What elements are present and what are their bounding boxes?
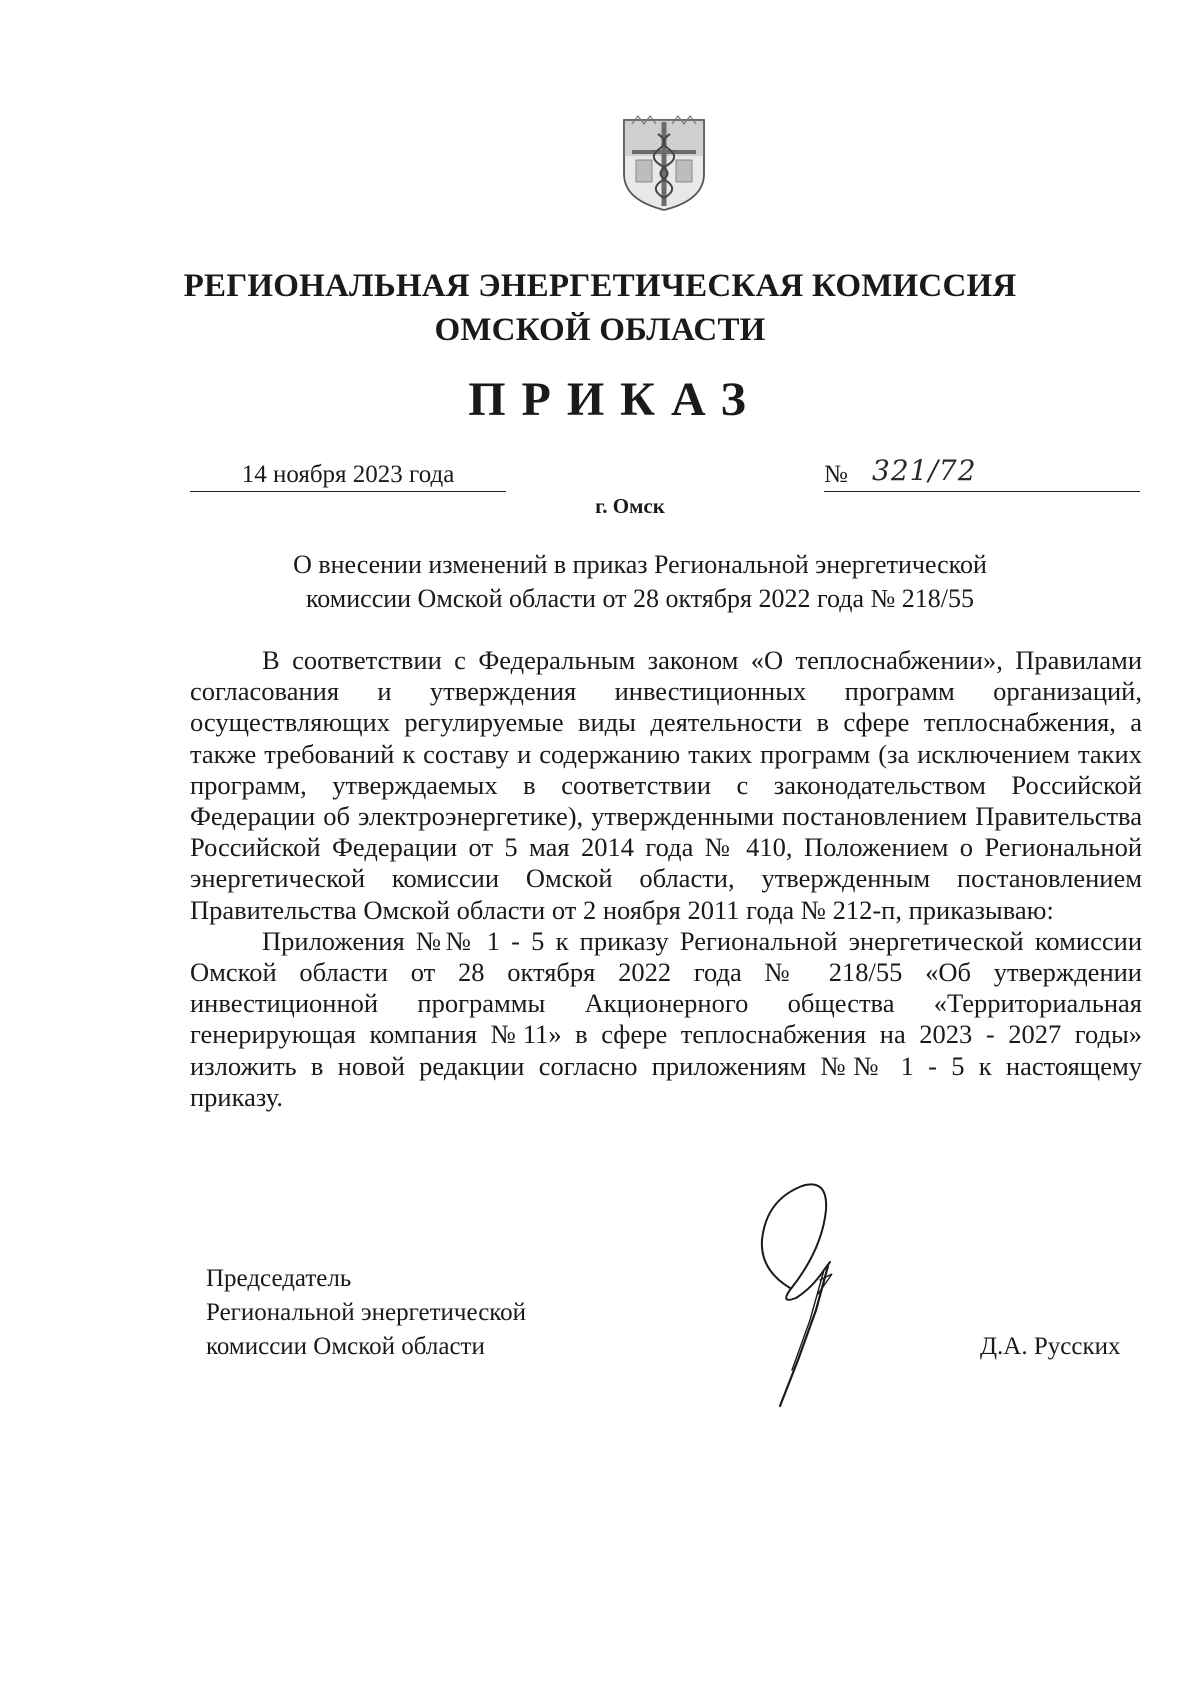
signer-title bbox=[206, 1262, 526, 1364]
org-title-line2: ОМСКОЙ ОБЛАСТИ bbox=[434, 312, 766, 348]
subject-line1: О внесении изменений в приказ Региональной энергетической bbox=[293, 550, 987, 579]
signer-title-line3: комиссии Омской области bbox=[206, 1333, 485, 1360]
document-date: 14 ноября 2023 года bbox=[190, 459, 506, 492]
document-type-heading: ПРИКАЗ bbox=[468, 373, 762, 426]
document-city: г. Омск bbox=[595, 494, 665, 518]
coat-of-arms-icon bbox=[618, 112, 710, 214]
handwritten-signature bbox=[720, 1170, 920, 1420]
document-subject bbox=[240, 548, 1040, 616]
signer-name: Д.А. Русских bbox=[980, 1333, 1121, 1360]
signer-title-line2: Региональной энергетической bbox=[206, 1299, 527, 1326]
org-title-line1: РЕГИОНАЛЬНАЯ ЭНЕРГЕТИЧЕСКАЯ КОМИССИЯ bbox=[183, 268, 1017, 304]
document-number: 321/72 bbox=[872, 454, 977, 487]
body-paragraph-2: Приложения №№ 1 - 5 к приказу Региональной энергетической комиссии Омской области от 28 октября 2022 года № 218/55 «Об утверждении инвестиционной программы Акционерного общества «Территориальная генерирующая компания №11» в сфере теплоснабжения на 2023 - 2027 годы» изложить в новой редакции согласно приложениям №№ 1 - 5 к настоящему приказу. bbox=[190, 925, 1142, 1112]
organization-title bbox=[0, 264, 1200, 352]
body-paragraph-1: В соответствии с Федеральным законом «О теплоснабжении», Правилами согласования и утверждения инвестиционных программ организаций, осуществляющих регулируемые виды деятельности в сфере теплоснабжения, а также требований к составу и содержанию таких программ (за исключением таких программ, утверждаемых в соответствии с законодательством Российской Федерации об электроэнергетике), утвержденными постановлением Правительства Российской Федерации от 5 мая 2014 года № 410, Положением о Региональной энергетической комиссии Омской области, утвержденным постановлением Правительства Омской области от 2 ноября 2011 года № 212-п, приказываю: bbox=[190, 645, 1142, 925]
signer-title-line1: Председатель bbox=[206, 1265, 352, 1292]
document-number-field bbox=[824, 455, 1140, 492]
subject-line2: комиссии Омской области от 28 октября 2022 года № 218/55 bbox=[305, 584, 975, 613]
document-body bbox=[190, 645, 1142, 1113]
number-sign: № bbox=[824, 461, 848, 488]
